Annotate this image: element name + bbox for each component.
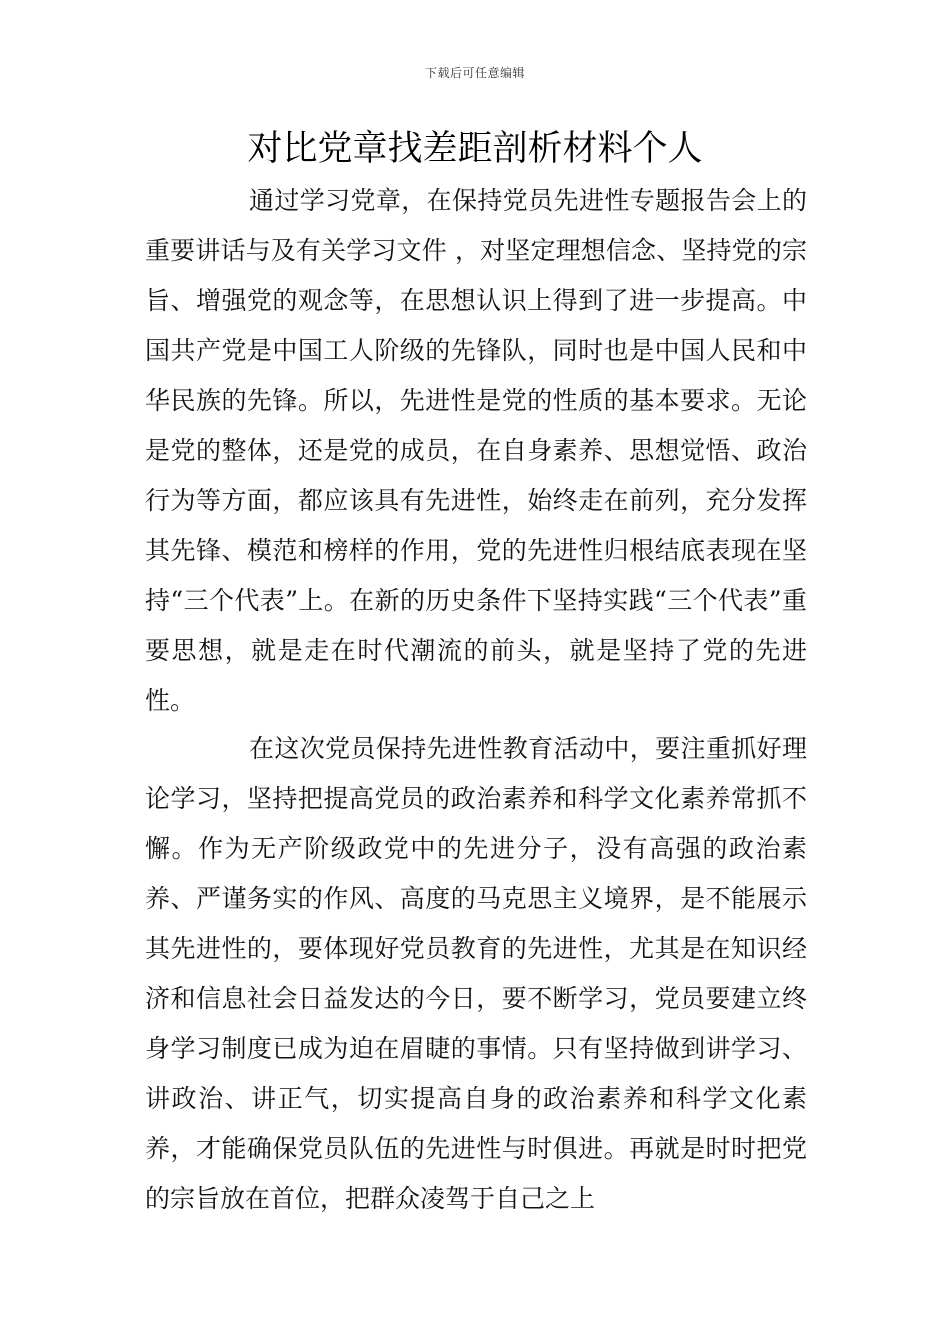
document-title: 对比党章找差距剖析材料个人 (247, 129, 703, 169)
body-paragraph-1: 通过学习党章，在保持党员先进性专题报告会上的重要讲话与及有关学习文件 ，对坚定理想信念、坚持党的宗旨、增强党的观念等，在思想认识上得到了进一步提高。中国共产党是中国工人阶级的先锋队，同时也是中国人民和中华民族的先锋。所以，先进性是党的性质的基本要求。无论是党的整体，还是党的成员，在自身素养、思想觉悟、政治行为等方面，都应该具有先进性，始终走在前列，充分发挥其先锋、模范和榜样的作用，党的先进性归根结底表现在坚持“三个代表”上。在新的历史条件下坚持实践“三个代表”重要思想，就是走在时代潮流的前头，就是坚持了党的先进性。 (145, 186, 807, 715)
body-paragraph-2: 在这次党员保持先进性教育活动中，要注重抓好理论学习，坚持把提高党员的政治素养和科学文化素养常抓不懈。作为无产阶级政党中的先进分子，没有高强的政治素养、严谨务实的作风、高度的马克思主义境界，是不能展示其先进性的，要体现好党员教育的先进性，尤其是在知识经济和信息社会日益发达的今日，要不断学习，党员要建立终身学习制度已成为迫在眉睫的事情。只有坚持做到讲学习、讲政治、讲正气，切实提高自身的政治素养和科学文化素养，才能确保党员队伍的先进性与时俱进。再就是时时把党的宗旨放在首位，把群众凌驾于自己之上 (145, 734, 807, 1213)
header-note: 下载后可任意编辑 (424, 66, 525, 80)
